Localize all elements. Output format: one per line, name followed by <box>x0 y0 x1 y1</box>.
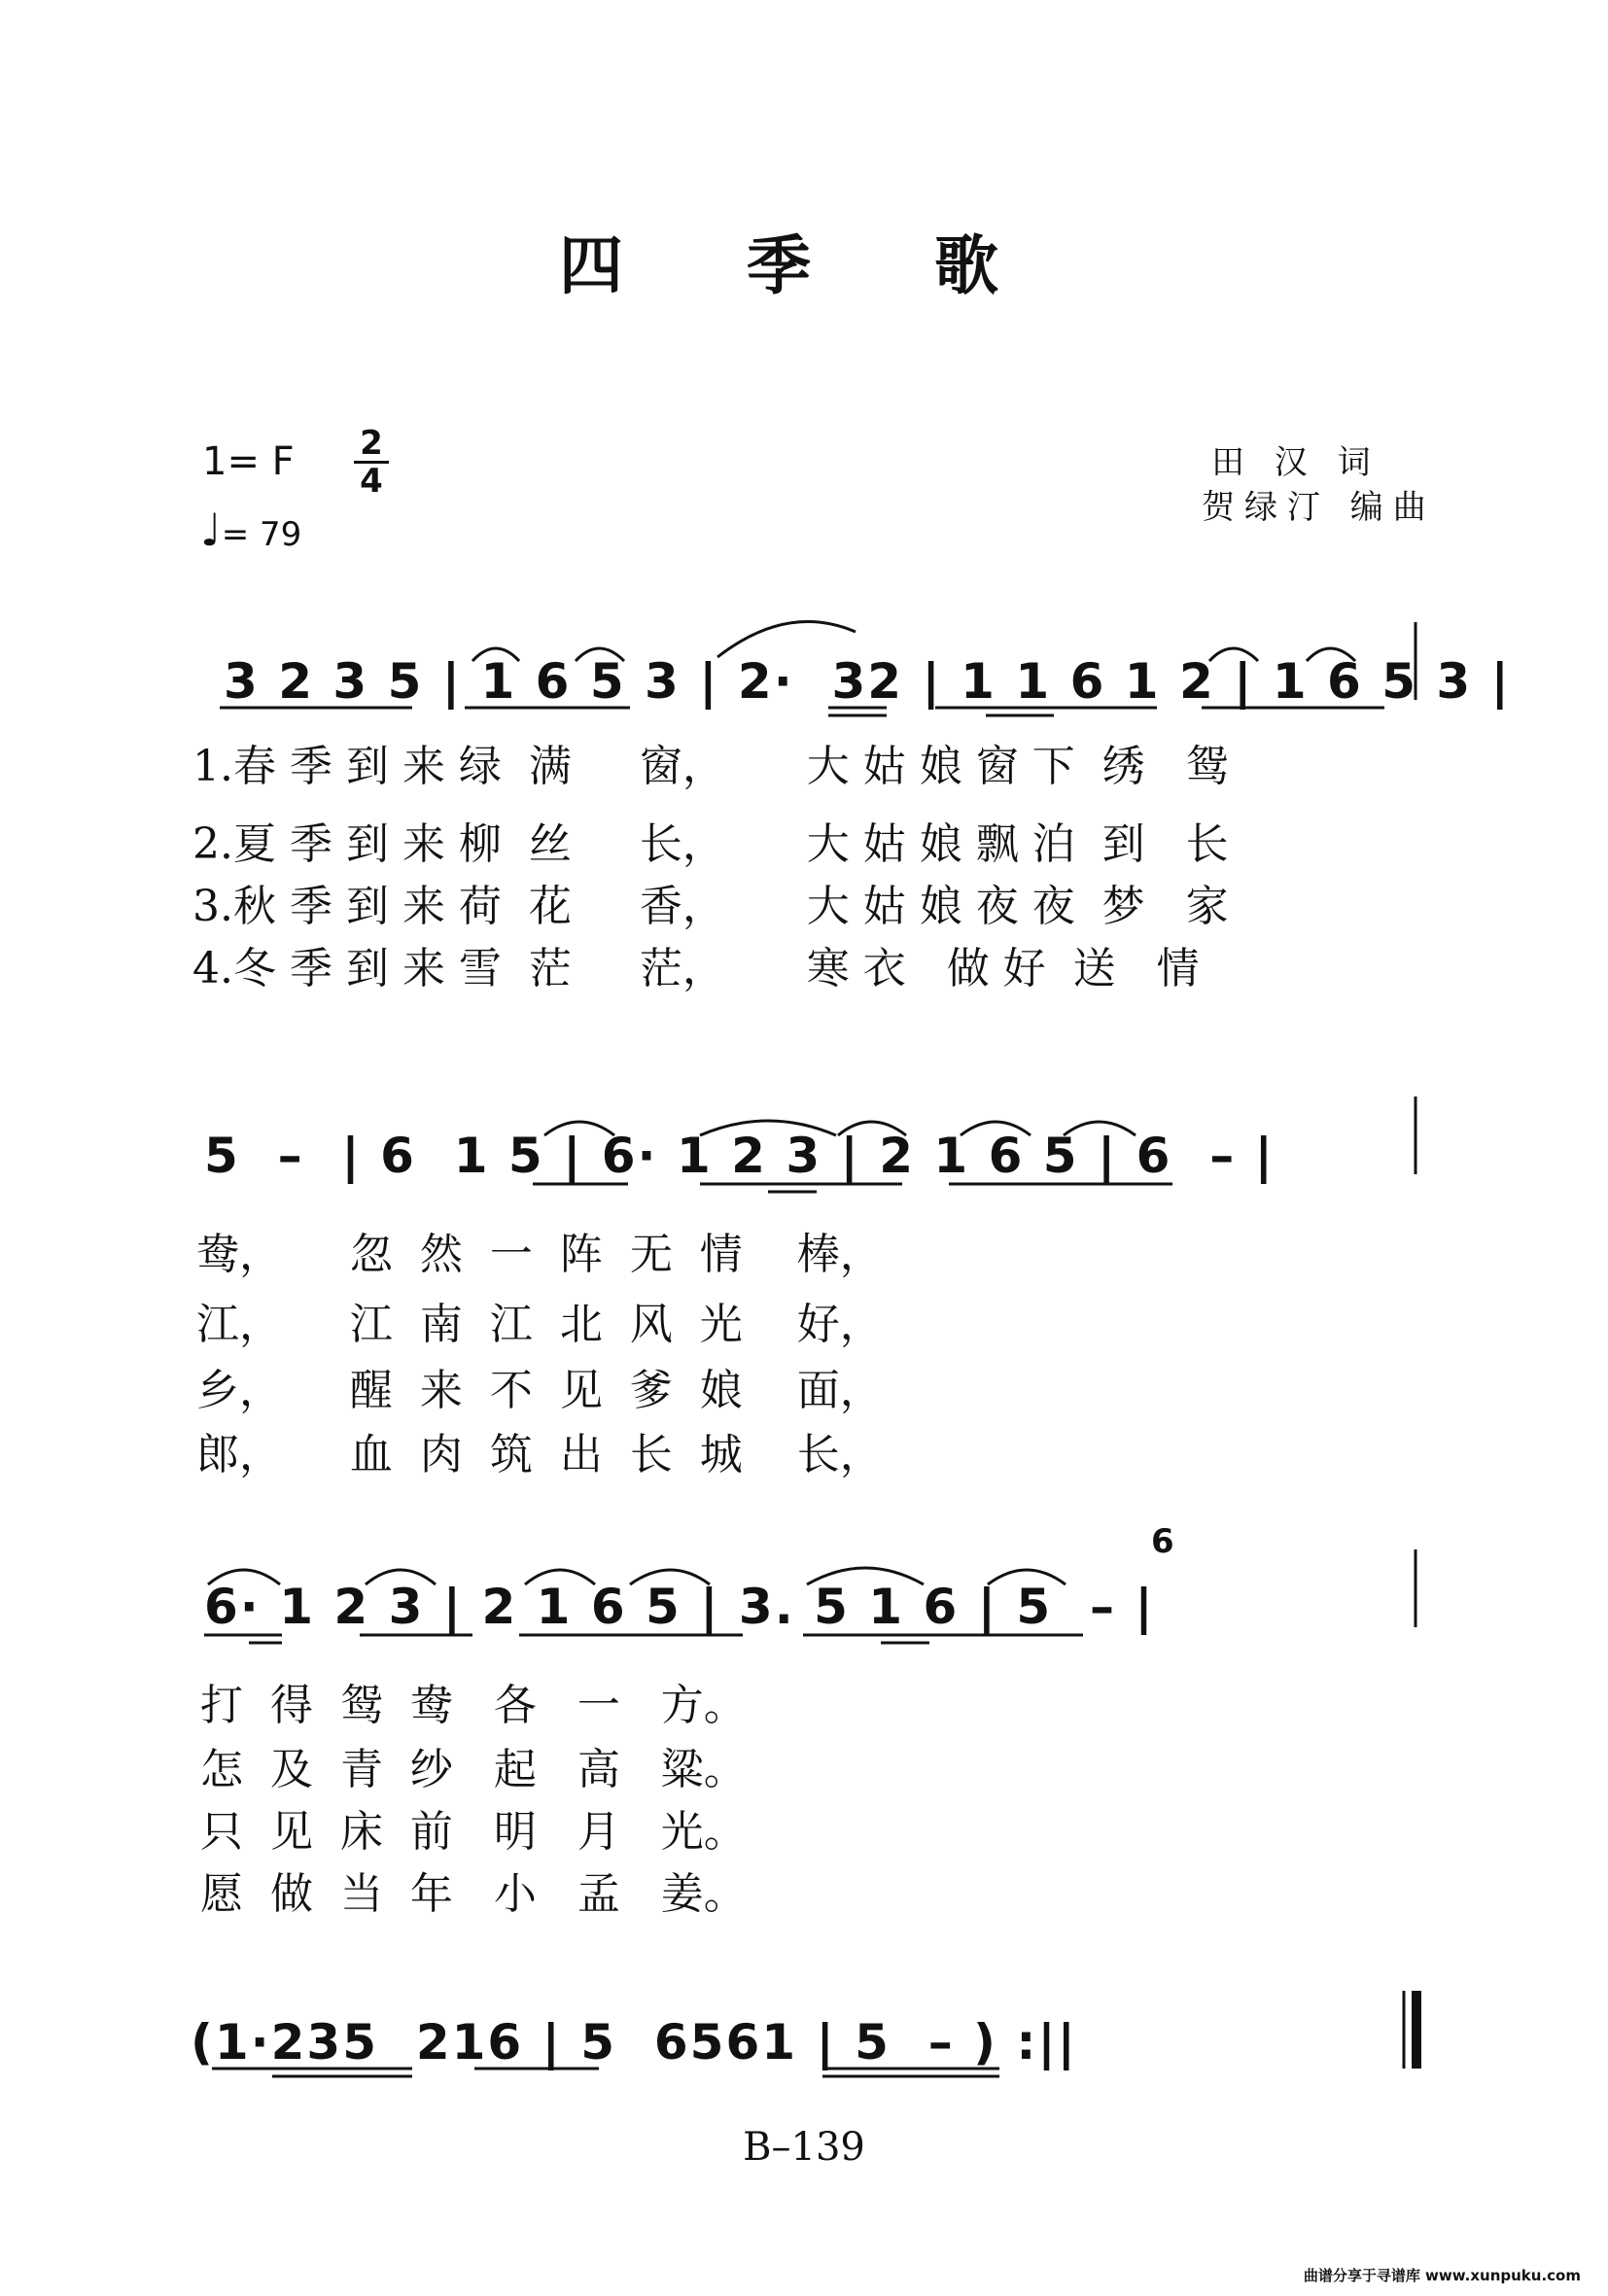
slur-line2-a <box>544 1122 614 1135</box>
slur-line2-b <box>700 1121 836 1135</box>
slur-line1-d <box>1307 648 1355 661</box>
lyric-line-3-verse-1: 打 得 鸳 鸯 各 一 方。 <box>200 1681 747 1730</box>
lyric-line-2-verse-4: 郎， 血 肉 筑 出 长 城 长， <box>196 1430 883 1479</box>
key-signature: 1= F <box>202 439 295 484</box>
tempo-marking: ♩= 79 <box>200 504 302 556</box>
lyric-line-1-verse-3: 3.秋 季 到 来 荷 花 香， 大 姑 娘 夜 夜 梦 家 <box>192 882 1229 931</box>
page-number: B–139 <box>743 2125 865 2170</box>
slur-line3-f <box>988 1570 1066 1584</box>
slur-line3-e <box>807 1568 924 1584</box>
slur-line1-b <box>576 648 624 661</box>
lyric-line-3-verse-4: 愿 做 当 年 小 孟 姜。 <box>200 1869 747 1919</box>
watermark: 曲谱分享于寻谱库 www.xunpuku.com <box>1303 2267 1581 2284</box>
score-line-3-notes: 6· 1 2 3 | 2 1 6 5 | 3. 5 1 6 | 5 – | <box>204 1579 1155 1635</box>
slur-line1-a <box>472 648 519 661</box>
grace-note: 6 <box>1151 1522 1174 1561</box>
lyric-line-1-verse-1: 1.春 季 到 来 绿 满 窗， 大 姑 娘 窗 下 绣 鸳 <box>192 742 1229 791</box>
score-line-4-notes: (1·235 216 | 5 6561 | 5 – ) :|| <box>191 2014 1077 2070</box>
score-line-1-notes: 3 2 3 5 | 1 6 5 3 | 2· 32 | 1 1 6 1 2 | 1 6 5 3 | <box>224 653 1511 710</box>
slur-line3-a <box>208 1570 280 1584</box>
slur-line2-e <box>1064 1122 1136 1135</box>
slur-line3-c <box>525 1570 595 1584</box>
slur-line3-d <box>630 1570 710 1584</box>
time-signature-top: 2 <box>360 424 383 463</box>
lyric-line-1-verse-2: 2.夏 季 到 来 柳 丝 长， 大 姑 娘 飘 泊 到 长 <box>192 819 1229 869</box>
composer-credit: 贺绿汀 编曲 <box>1202 488 1436 527</box>
lyric-line-2-verse-3: 乡， 醒 来 不 见 爹 娘 面， <box>196 1366 883 1415</box>
lyricist-credit: 田 汉 词 <box>1211 443 1381 482</box>
lyric-line-3-verse-3: 只 见 床 前 明 月 光。 <box>200 1807 747 1857</box>
slur-line1-c <box>1209 648 1258 661</box>
lyric-line-2-verse-2: 江， 江 南 江 北 风 光 好， <box>196 1300 883 1349</box>
tie-line1 <box>717 622 856 657</box>
slur-line2-d <box>961 1122 1031 1135</box>
score-line-2-notes: 5 – | 6 1 5 | 6· 1 2 3 | 2 1 6 5 | 6 – | <box>204 1128 1275 1184</box>
lyric-line-2-verse-1: 鸯， 忽 然 一 阵 无 情 棒， <box>196 1230 883 1279</box>
lyric-line-3-verse-2: 怎 及 青 纱 起 高 粱。 <box>200 1745 747 1794</box>
slur-line2-c <box>838 1122 906 1135</box>
quarter-note-icon: ♩ <box>200 504 222 556</box>
slur-line3-b <box>366 1570 436 1584</box>
time-signature-bottom: 4 <box>360 462 383 501</box>
lyric-line-1-verse-4: 4.冬 季 到 来 雪 茫 茫， 寒 衣 做 好 送 情 <box>192 944 1200 993</box>
page-title: 四 季 歌 <box>559 228 1049 303</box>
